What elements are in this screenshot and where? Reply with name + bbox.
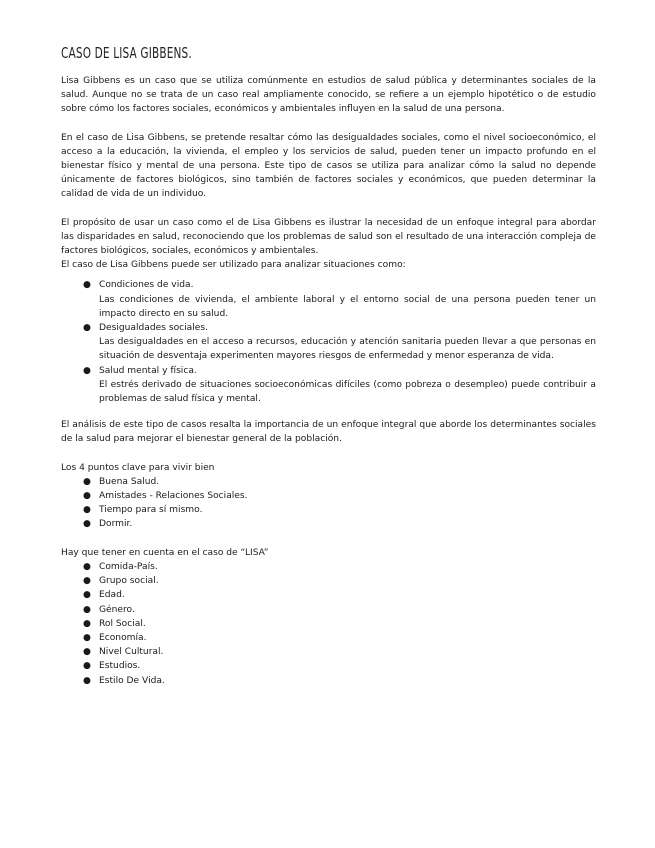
keypoint-text: Dormir. — [99, 519, 133, 530]
bullet-icon: ● — [83, 365, 91, 376]
bullet-icon: ● — [83, 675, 91, 686]
factor-text: Economía. — [99, 632, 147, 643]
bullet-icon: ● — [83, 476, 91, 487]
factor-text: Grupo social. — [99, 576, 159, 587]
bullet-icon: ● — [83, 519, 91, 530]
list-item — [61, 645, 596, 659]
factor-text: Estilo De Vida. — [99, 675, 165, 686]
bullet-icon: ● — [83, 647, 91, 658]
situation-description: Las condiciones de vivienda, el ambiente laboral y el entorno social de una persona pueden tener un impacto directo en su salud. — [99, 294, 596, 319]
situation-description: Las desigualdades en el acceso a recursos, educación y atención sanitaria pueden llevar a que personas en situación de desventaja experimenten mayores riesgos de enfermedad y menor esperanza de vida. — [99, 337, 596, 362]
bullet-icon: ● — [83, 561, 91, 572]
analysis-paragraph: El análisis de este tipo de casos resalta la importancia de un enfoque integral que aborde los determinantes sociales de la salud para mejorar el bienestar general de la población. — [61, 420, 596, 445]
factor-text: Comida-País. — [99, 561, 158, 572]
lisa-heading: Hay que tener en cuenta en el caso de “LISA” — [61, 547, 269, 558]
factor-text: Estudios. — [99, 661, 141, 672]
list-item — [61, 659, 596, 673]
bullet-icon: ● — [83, 632, 91, 643]
list-item — [61, 475, 596, 489]
bullet-icon: ● — [83, 590, 91, 601]
list-item — [61, 631, 596, 645]
document-page — [61, 44, 596, 688]
list-item — [61, 617, 596, 631]
situation-label: Desigualdades sociales. — [99, 323, 208, 334]
bullet-icon: ● — [83, 576, 91, 587]
bullet-icon: ● — [83, 661, 91, 672]
list-item — [61, 603, 596, 617]
list-item — [61, 517, 596, 531]
keypoint-text: Tiempo para sí mismo. — [99, 505, 203, 516]
list-item — [61, 503, 596, 517]
bullet-icon: ● — [83, 491, 91, 502]
purpose-paragraph: El propósito de usar un caso como el de Lisa Gibbens es ilustrar la necesidad de un enfoque integral para abordar las disparidades en salud, reconociendo que los problemas de salud son el resultado de una interacción compleja de factores biológicos, sociales, económicos y ambientales. — [61, 217, 596, 257]
bullet-icon: ● — [83, 323, 91, 334]
list-item — [61, 574, 596, 588]
list-item — [61, 278, 596, 321]
bullet-icon: ● — [83, 604, 91, 615]
bullet-icon: ● — [83, 618, 91, 629]
list-item — [61, 321, 596, 364]
factor-text: Género. — [99, 604, 135, 615]
bullet-icon: ● — [83, 280, 91, 291]
factor-text: Rol Social. — [99, 618, 146, 629]
lisa-factors-list — [61, 560, 596, 688]
situation-label: Salud mental y física. — [99, 365, 197, 376]
keypoints-list — [61, 475, 596, 532]
list-item — [61, 364, 596, 407]
keypoints-heading: Los 4 puntos clave para vivir bien — [61, 462, 215, 473]
intro-paragraph: Lisa Gibbens es un caso que se utiliza comúnmente en estudios de salud pública y determinantes sociales de la salud. Aunque no se trata de un caso real ampliamente conocido, se refiere a un ejemplo hipotético o de estudio sobre cómo los factores sociales, económicos y ambientales influyen en la salud de una persona. — [61, 76, 596, 115]
bullet-icon: ● — [83, 505, 91, 516]
list-item — [61, 674, 596, 688]
situation-label: Condiciones de vida. — [99, 280, 194, 291]
list-item — [61, 489, 596, 503]
factor-text: Edad. — [99, 590, 125, 601]
keypoint-text: Amistades - Relaciones Sociales. — [99, 491, 248, 502]
list-item — [61, 588, 596, 602]
inequalities-paragraph: En el caso de Lisa Gibbens, se pretende resaltar cómo las desigualdades sociales, como el nivel socioeconómico, el acceso a la educación, la vivienda, el empleo y los servicios de salud, pueden tener un impacto profundo en el bienestar físico y mental de una persona. Este tipo de casos se utiliza para analizar cómo la salud no depende únicamente de factores biológicos, sino también de factores sociales y económicos, que pueden determinar la calidad de vida de un individuo. — [61, 132, 596, 200]
document-title: CASO DE LISA GIBBENS. — [61, 44, 192, 62]
situations-intro: El caso de Lisa Gibbens puede ser utilizado para analizar situaciones como: — [61, 260, 406, 271]
keypoint-text: Buena Salud. — [99, 476, 160, 487]
situations-list — [61, 278, 596, 406]
factor-text: Nivel Cultural. — [99, 647, 164, 658]
situation-description: El estrés derivado de situaciones socioeconómicas difíciles (como pobreza o desempleo) puede contribuir a problemas de salud física y mental. — [99, 379, 596, 405]
list-item — [61, 560, 596, 574]
